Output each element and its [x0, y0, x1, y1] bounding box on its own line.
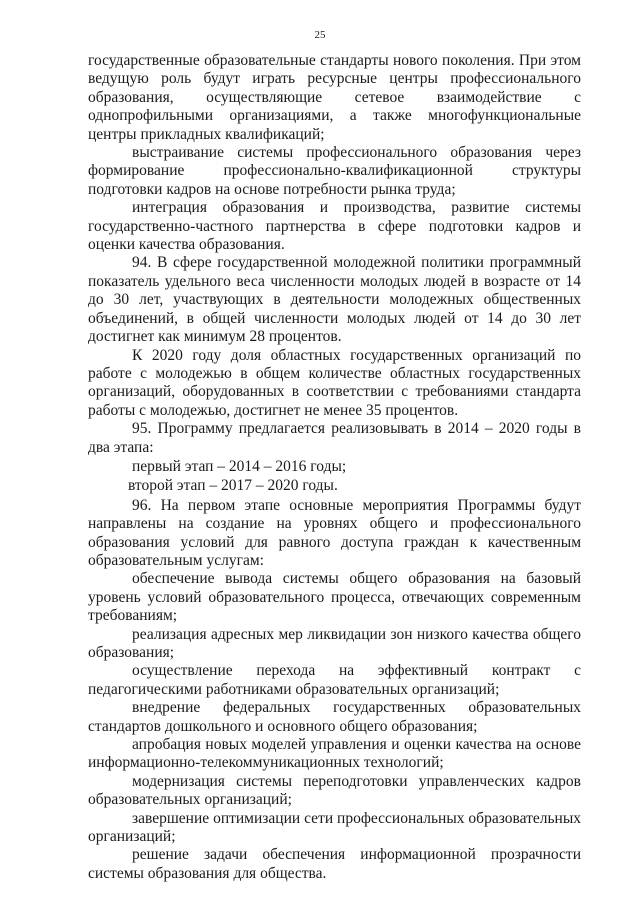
stage-second: второй этап – 2017 – 2020 годы.: [128, 477, 338, 495]
stage-first: первый этап – 2014 – 2016 годы;: [132, 457, 347, 475]
document-body: [88, 52, 581, 883]
paragraph-item: интеграция образования и производства, развитие системы государственно-частного партнерства в сфере подготовки кадров и оценки качества образования.: [88, 199, 581, 254]
paragraph-item: внедрение федеральных государственных образовательных стандартов дошкольного и основного общего образования;: [88, 699, 581, 735]
paragraph-item: осуществление перехода на эффективный контракт с педагогическими работниками образовательных организаций;: [88, 662, 581, 698]
paragraph-clause-95: 95. Программу предлагается реализовывать в 2014 – 2020 годы в два этапа:: [88, 420, 581, 456]
paragraph-item: решение задачи обеспечения информационной прозрачности системы образования для общества.: [88, 846, 581, 882]
paragraph-item: обеспечение вывода системы общего образования на базовый уровень условий образовательного процесса, отвечающих современным требованиям;: [88, 570, 581, 625]
paragraph-item: завершение оптимизации сети профессиональных образовательных организаций;: [88, 809, 581, 846]
paragraph-item: реализация адресных мер ликвидации зон низкого качества общего образования;: [88, 625, 581, 661]
paragraph-continuation: государственные образовательные стандарты нового поколения. При этом ведущую роль будут играть ресурсные центры профессионального образования, осуществляющие сетевое взаимодействие с однопрофильными организациями, а также многофункциональные центры прикладных квалификаций;: [88, 52, 581, 143]
page-number: 25: [314, 29, 326, 41]
paragraph-clause-94: 94. В сфере государственной молодежной политики программный показатель удельного веса численности молодых людей в возрасте от 14 до 30 лет, участвующих в деятельности молодежных общественных объединений, в общей численности молодых людей от 14 до 30 лет достигнет как минимум 28 процентов.: [88, 254, 581, 346]
paragraph-item: апробация новых моделей управления и оценки качества на основе информационно-телекоммуникационных технологий;: [88, 736, 581, 772]
paragraph-clause-96: 96. На первом этапе основные мероприятия Программы будут направлены на создание на уровнях общего и профессионального образования условий для равного доступа граждан к качественным образовательным услугам:: [88, 496, 581, 569]
paragraph-item: К 2020 году доля областных государственных организаций по работе с молодежью в общем количестве областных государственных организаций, оборудованных в соответствии с требованиями стандарта работы с молодежью, достигнет не менее 35 процентов.: [88, 346, 581, 419]
paragraph-item: выстраивание системы профессионального образования через формирование профессионально-квалификационной структуры подготовки кадров на основе потребности рынка труда;: [88, 144, 581, 198]
paragraph-item: модернизация системы переподготовки управленческих кадров образовательных организаций;: [88, 772, 581, 809]
